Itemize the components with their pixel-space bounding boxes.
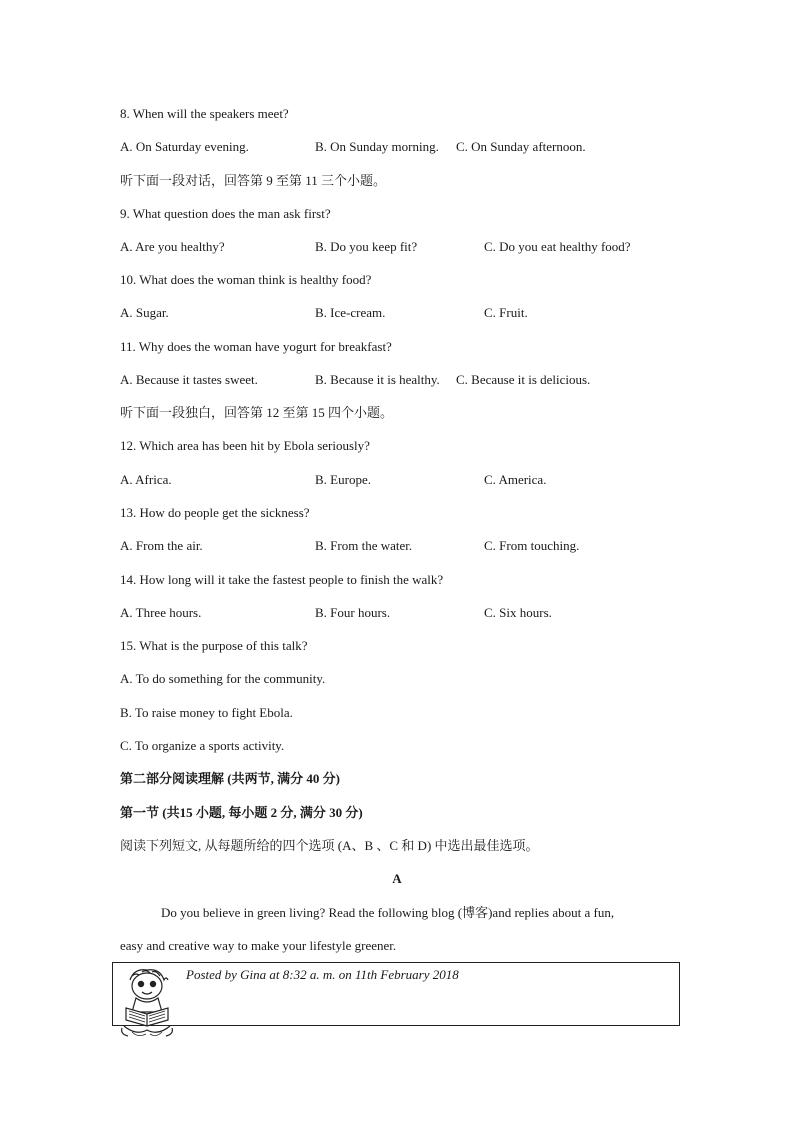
option-9a: A. Are you healthy? [120, 239, 225, 254]
option-14c: C. Six hours. [484, 605, 552, 620]
part2-title: 第二部分阅读理解 (共两节, 满分 40 分) [120, 771, 340, 786]
option-8a: A. On Saturday evening. [120, 139, 249, 154]
option-10b: B. Ice-cream. [315, 305, 386, 320]
option-15c: C. To organize a sports activity. [120, 738, 285, 753]
option-11b: B. Because it is healthy. [315, 372, 440, 387]
intro-line-2: easy and creative way to make your lifestyle greener. [120, 938, 397, 953]
option-13b: B. From the water. [315, 538, 413, 553]
option-14a: A. Three hours. [120, 605, 202, 620]
option-9c: C. Do you eat healthy food? [484, 239, 631, 254]
option-15a: A. To do something for the community. [120, 671, 326, 686]
question-14: 14. How long will it take the fastest people to finish the walk? [120, 572, 444, 587]
option-13a: A. From the air. [120, 538, 203, 553]
reading-character-illustration [116, 966, 178, 1040]
question-11: 11. Why does the woman have yogurt for breakfast? [120, 339, 392, 354]
instruction-monologue: 听下面一段独白，回答第 12 至第 15 四个小题。 [120, 405, 394, 420]
option-11c: C. Because it is delicious. [456, 372, 591, 387]
option-10c: C. Fruit. [484, 305, 528, 320]
option-14b: B. Four hours. [315, 605, 391, 620]
question-15: 15. What is the purpose of this talk? [120, 638, 308, 653]
passage-label: A [392, 871, 402, 886]
question-9: 9. What question does the man ask first? [120, 206, 331, 221]
option-10a: A. Sugar. [120, 305, 169, 320]
option-12c: C. America. [484, 472, 547, 487]
question-8: 8. When will the speakers meet? [120, 106, 289, 121]
option-12b: B. Europe. [315, 472, 371, 487]
option-9b: B. Do you keep fit? [315, 239, 418, 254]
option-15b: B. To raise money to fight Ebola. [120, 705, 293, 720]
option-13c: C. From touching. [484, 538, 580, 553]
section1-title: 第一节 (共15 小题, 每小题 2 分, 满分 30 分) [120, 805, 363, 820]
option-8c: C. On Sunday afternoon. [456, 139, 586, 154]
question-10: 10. What does the woman think is healthy food? [120, 272, 372, 287]
option-8b: B. On Sunday morning. [315, 139, 439, 154]
question-13: 13. How do people get the sickness? [120, 505, 310, 520]
intro-line-1: Do you believe in green living? Read the following blog (博客)and replies about a fun, [161, 905, 615, 920]
reading-instruction: 阅读下列短文, 从每题所给的四个选项 (A、B 、C 和 D) 中选出最佳选项。 [120, 838, 539, 853]
post-meta: Posted by Gina at 8:32 a. m. on 11th February 2018 [186, 967, 459, 982]
question-12: 12. Which area has been hit by Ebola seriously? [120, 438, 370, 453]
option-12a: A. Africa. [120, 472, 172, 487]
instruction-dialogue: 听下面一段对话，回答第 9 至第 11 三个小题。 [120, 173, 387, 188]
option-11a: A. Because it tastes sweet. [120, 372, 258, 387]
